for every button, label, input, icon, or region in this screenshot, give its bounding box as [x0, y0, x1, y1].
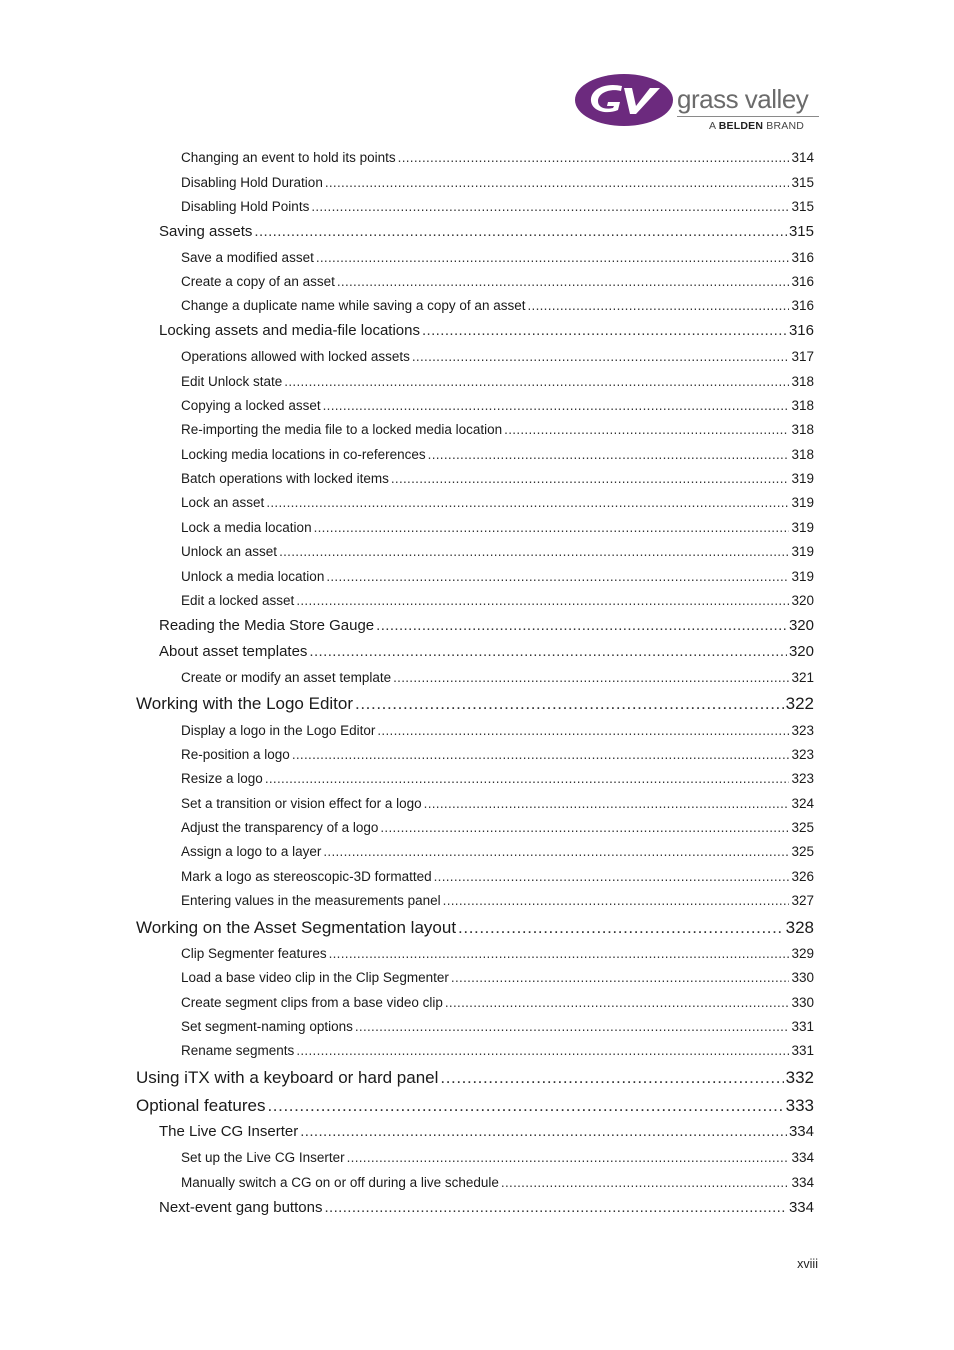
toc-entry-page: 318 [791, 447, 814, 462]
brand-name: grass valley [677, 84, 809, 114]
toc-dot-leader [325, 175, 790, 190]
toc-entry-page: 319 [791, 544, 814, 559]
toc-entry-level-1[interactable] [136, 1096, 814, 1116]
toc-entry-title: Save a modified asset [181, 250, 314, 265]
toc-dot-leader [377, 723, 789, 738]
toc-entry-page: 317 [791, 349, 814, 364]
toc-dot-leader [445, 995, 790, 1010]
toc-entry-title: Locking assets and media-file locations [159, 322, 420, 339]
toc-entry-page: 323 [791, 723, 814, 738]
toc-entry-title: Resize a logo [181, 771, 263, 786]
toc-entry-page: 330 [791, 995, 814, 1010]
toc-entry-level-3[interactable] [181, 970, 814, 985]
toc-entry-page: 314 [791, 150, 814, 165]
brand-tagline: A BELDEN BRAND [709, 120, 805, 132]
toc-dot-leader [347, 1150, 790, 1165]
toc-dot-leader [428, 447, 790, 462]
toc-dot-leader [393, 670, 789, 685]
toc-dot-leader [316, 250, 790, 265]
toc-entry-level-1[interactable] [136, 694, 814, 714]
toc-dot-leader [422, 322, 787, 339]
toc-entry-page: 323 [791, 747, 814, 762]
toc-dot-leader [311, 199, 789, 214]
toc-entry-page: 331 [791, 1043, 814, 1058]
toc-entry-level-3[interactable] [181, 274, 814, 289]
toc-entry-title: Entering values in the measurements panel [181, 893, 441, 908]
toc-entry-page: 326 [791, 869, 814, 884]
toc-entry-title: Re-position a logo [181, 747, 290, 762]
toc-entry-title: Locking media locations in co-references [181, 447, 426, 462]
toc-entry-level-3[interactable] [181, 175, 814, 190]
toc-entry-page: 332 [785, 1068, 814, 1087]
toc-entry-level-3[interactable] [181, 374, 814, 389]
toc-entry-title: Disabling Hold Points [181, 199, 310, 214]
toc-entry-title: Using iTX with a keyboard or hard panel [136, 1068, 439, 1087]
toc-dot-leader [440, 1068, 783, 1088]
toc-entry-page: 334 [791, 1150, 814, 1165]
toc-entry-level-3[interactable] [181, 995, 814, 1010]
toc-entry-title: Unlock an asset [181, 544, 278, 559]
toc-entry-level-3[interactable] [181, 844, 814, 859]
toc-entry-level-2[interactable] [159, 1199, 814, 1216]
toc-entry-title: Re-importing the media file to a locked media location [181, 422, 503, 437]
toc-dot-leader [329, 946, 790, 961]
toc-entry-title: Set a transition or vision effect for a logo [181, 796, 422, 811]
toc-entry-level-3[interactable] [181, 946, 814, 961]
toc-entry-title: Create segment clips from a base video clip [181, 995, 443, 1010]
toc-entry-page: 319 [791, 520, 814, 535]
toc-entry-page: 316 [791, 250, 814, 265]
toc-entry-page: 334 [788, 1199, 814, 1216]
toc-dot-leader [337, 274, 790, 289]
page-number: xviii [797, 1257, 818, 1271]
toc-dot-leader [458, 918, 784, 938]
toc-entry-level-3[interactable] [181, 796, 814, 811]
toc-entry-level-3[interactable] [181, 771, 814, 786]
toc-entry-page: 315 [788, 223, 814, 240]
toc-dot-leader [504, 422, 789, 437]
toc-entry-level-3[interactable] [181, 1150, 814, 1165]
toc-dot-leader [434, 869, 790, 884]
toc-entry-level-3[interactable] [181, 298, 814, 313]
toc-entry-title: Lock an asset [181, 495, 265, 510]
toc-entry-level-3[interactable] [181, 723, 814, 738]
toc-entry-title: Working with the Logo Editor [136, 694, 354, 713]
toc-entry-level-3[interactable] [181, 670, 814, 685]
toc-entry-page: 331 [791, 1019, 814, 1034]
toc-entry-level-1[interactable] [136, 918, 814, 938]
toc-entry-title: Optional features [136, 1096, 266, 1115]
toc-entry-level-3[interactable] [181, 1019, 814, 1034]
toc-entry-title: Display a logo in the Logo Editor [181, 723, 376, 738]
toc-entry-title: Working on the Asset Segmentation layout [136, 918, 457, 937]
toc-entry-level-3[interactable] [181, 349, 814, 364]
toc-entry-level-3[interactable] [181, 544, 814, 559]
toc-entry-page: 318 [791, 374, 814, 389]
toc-entry-title: Unlock a media location [181, 569, 325, 584]
toc-entry-page: 316 [788, 322, 814, 339]
toc-entry-page: 315 [791, 199, 814, 214]
toc-entry-level-2[interactable] [159, 617, 814, 634]
toc-entry-level-3[interactable] [181, 893, 814, 908]
toc-dot-leader [376, 617, 787, 634]
toc-dot-leader [292, 747, 790, 762]
toc-entry-level-3[interactable] [181, 398, 814, 413]
toc-entry-page: 319 [791, 471, 814, 486]
toc-entry-page: 330 [791, 970, 814, 985]
toc-dot-leader [355, 694, 784, 714]
toc-entry-title: Create or modify an asset template [181, 670, 392, 685]
toc-entry-level-3[interactable] [181, 747, 814, 762]
toc-dot-leader [412, 349, 790, 364]
toc-entry-title: Edit a locked asset [181, 593, 295, 608]
toc-entry-title: Copying a locked asset [181, 398, 321, 413]
toc-entry-title: Manually switch a CG on or off during a live schedule [181, 1175, 499, 1190]
toc-entry-title: Saving assets [159, 223, 253, 240]
toc-entry-title: Changing an event to hold its points [181, 150, 396, 165]
toc-entry-level-3[interactable] [181, 820, 814, 835]
toc-dot-leader [501, 1175, 790, 1190]
toc-entry-level-3[interactable] [181, 422, 814, 437]
toc-entry-title: Set segment-naming options [181, 1019, 353, 1034]
toc-dot-leader [355, 1019, 790, 1034]
toc-dot-leader [284, 374, 789, 389]
toc-dot-leader [451, 970, 790, 985]
toc-entry-level-3[interactable] [181, 1043, 814, 1058]
toc-dot-leader [266, 495, 789, 510]
toc-entry-title: Edit Unlock state [181, 374, 283, 389]
toc-entry-title: Operations allowed with locked assets [181, 349, 410, 364]
toc-entry-title: Batch operations with locked items [181, 471, 389, 486]
toc-dot-leader [279, 544, 789, 559]
toc-entry-title: Mark a logo as stereoscopic-3D formatted [181, 869, 432, 884]
toc-entry-page: 320 [791, 593, 814, 608]
toc-entry-level-2[interactable] [159, 1123, 814, 1140]
toc-entry-page: 318 [791, 422, 814, 437]
toc-entry-title: Adjust the transparency of a logo [181, 820, 379, 835]
toc-dot-leader [380, 820, 789, 835]
toc-entry-level-2[interactable] [159, 643, 814, 660]
toc-dot-leader [296, 593, 789, 608]
toc-entry-page: 319 [791, 569, 814, 584]
toc-entry-level-1[interactable] [136, 1068, 814, 1088]
toc-entry-level-3[interactable] [181, 495, 814, 510]
toc-dot-leader [398, 150, 790, 165]
toc-entry-page: 325 [791, 844, 814, 859]
toc-entry-level-3[interactable] [181, 569, 814, 584]
toc-entry-level-3[interactable] [181, 250, 814, 265]
toc-entry-level-2[interactable] [159, 223, 814, 240]
toc-entry-level-3[interactable] [181, 520, 814, 535]
toc-dot-leader [254, 223, 787, 240]
toc-entry-title: The Live CG Inserter [159, 1123, 299, 1140]
toc-entry-page: 333 [785, 1096, 814, 1115]
toc-entry-page: 324 [791, 796, 814, 811]
toc-entry-page: 334 [791, 1175, 814, 1190]
toc-entry-title: Clip Segmenter features [181, 946, 327, 961]
toc-dot-leader [424, 796, 790, 811]
toc-dot-leader [265, 771, 790, 786]
toc-entry-page: 320 [788, 617, 814, 634]
toc-entry-title: Load a base video clip in the Clip Segmenter [181, 970, 449, 985]
toc-entry-page: 328 [785, 918, 814, 937]
toc-entry-page: 318 [791, 398, 814, 413]
toc-entry-level-2[interactable] [159, 322, 814, 339]
toc-dot-leader [323, 844, 789, 859]
toc-entry-page: 319 [791, 495, 814, 510]
toc-entry-title: About asset templates [159, 643, 308, 660]
toc-entry-page: 327 [791, 893, 814, 908]
toc-dot-leader [296, 1043, 789, 1058]
toc-dot-leader [443, 893, 790, 908]
toc-dot-leader [309, 643, 787, 660]
toc-entry-title: Reading the Media Store Gauge [159, 617, 375, 634]
toc-entry-level-3[interactable] [181, 593, 814, 608]
toc-dot-leader [527, 298, 789, 313]
toc-entry-page: 321 [791, 670, 814, 685]
toc-dot-leader [314, 520, 790, 535]
toc-dot-leader [300, 1123, 787, 1140]
toc-entry-level-3[interactable] [181, 447, 814, 462]
toc-entry-level-3[interactable] [181, 199, 814, 214]
toc-entry-level-3[interactable] [181, 869, 814, 884]
toc-entry-title: Set up the Live CG Inserter [181, 1150, 345, 1165]
toc-dot-leader [267, 1096, 783, 1116]
toc-entry-title: Disabling Hold Duration [181, 175, 323, 190]
toc-entry-page: 329 [791, 946, 814, 961]
toc-entry-page: 334 [788, 1123, 814, 1140]
toc-entry-page: 316 [791, 274, 814, 289]
toc-entry-level-3[interactable] [181, 1175, 814, 1190]
toc-entry-page: 316 [791, 298, 814, 313]
toc-dot-leader [391, 471, 790, 486]
toc-entry-page: 320 [788, 643, 814, 660]
toc-entry-title: Rename segments [181, 1043, 295, 1058]
toc-entry-title: Change a duplicate name while saving a copy of an asset [181, 298, 526, 313]
toc-entry-title: Next-event gang buttons [159, 1199, 323, 1216]
toc-dot-leader [326, 569, 789, 584]
toc-dot-leader [323, 398, 790, 413]
toc-entry-page: 315 [791, 175, 814, 190]
toc-entry-page: 323 [791, 771, 814, 786]
toc-entry-level-3[interactable] [181, 471, 814, 486]
toc-dot-leader [324, 1199, 787, 1216]
toc-entry-title: Lock a media location [181, 520, 312, 535]
toc-entry-page: 325 [791, 820, 814, 835]
toc-entry-page: 322 [785, 694, 814, 713]
toc-entry-title: Assign a logo to a layer [181, 844, 322, 859]
toc-entry-level-3[interactable] [181, 150, 814, 165]
toc-entry-title: Create a copy of an asset [181, 274, 335, 289]
